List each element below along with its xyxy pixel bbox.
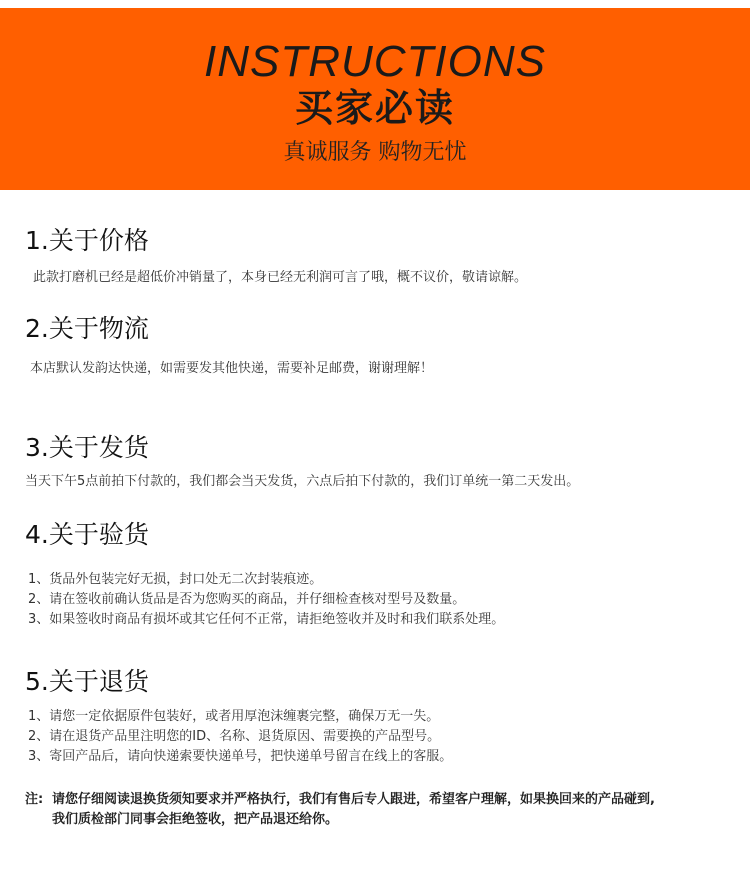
list-item: 1、请您一定依据原件包装好，或者用厚泡沫缠裹完整，确保万无一失。 bbox=[28, 709, 440, 724]
section-title-price: 1.关于价格 bbox=[25, 226, 149, 255]
banner-title-cn: 买家必读 bbox=[294, 86, 455, 130]
header-banner bbox=[0, 8, 750, 190]
section-title-returns: 5.关于退货 bbox=[25, 667, 149, 696]
banner-title-en: INSTRUCTIONS bbox=[204, 37, 546, 86]
section-text-shipping: 当天下午5点前拍下付款的，我们都会当天发货，六点后拍下付款的，我们订单统一第二天发出。 bbox=[25, 474, 580, 489]
notice-text-1: 请您仔细阅读退换货须知要求并严格执行，我们有售后专人跟进，希望客户理解，如果换回来的产品碰到, bbox=[52, 792, 655, 807]
list-item: 3、如果签收时商品有损坏或其它任何不正常，请拒绝签收并及时和我们联系处理。 bbox=[28, 612, 505, 627]
section-title-logistics: 2.关于物流 bbox=[25, 314, 149, 343]
notice-text-2: 我们质检部门同事会拒绝签收，把产品退还给你。 bbox=[52, 812, 339, 827]
list-item: 2、请在退货产品里注明您的ID、名称、退货原因、需要换的产品型号。 bbox=[28, 729, 441, 744]
section-text-logistics: 本店默认发韵达快递，如需要发其他快递，需要补足邮费，谢谢理解！ bbox=[30, 361, 434, 376]
section-text-price: 此款打磨机已经是超低价冲销量了，本身已经无利润可言了哦，概不议价，敬请谅解。 bbox=[33, 270, 528, 285]
banner-subtitle: 真诚服务 购物无忧 bbox=[283, 140, 467, 165]
section-title-shipping: 3.关于发货 bbox=[25, 433, 149, 462]
notice-label: 注: bbox=[25, 792, 44, 807]
section-title-inspection: 4.关于验货 bbox=[25, 520, 149, 549]
list-item: 2、请在签收前确认货品是否为您购买的商品，并仔细检查核对型号及数量。 bbox=[28, 592, 466, 607]
notice-line-1 bbox=[25, 790, 655, 810]
list-item: 3、寄回产品后，请向快递索要快递单号，把快递单号留言在线上的客服。 bbox=[28, 749, 453, 764]
notice bbox=[25, 790, 655, 830]
list-item: 1、货品外包装完好无损，封口处无二次封装痕迹。 bbox=[28, 572, 323, 587]
